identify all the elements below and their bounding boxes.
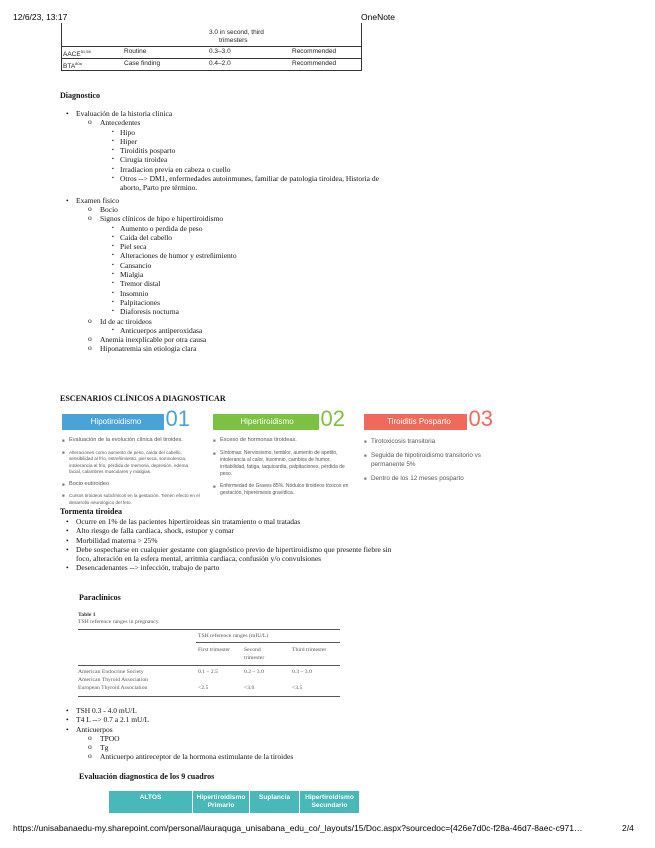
table-group-header: TSH reference ranges (mIU/L): [198, 633, 269, 639]
column-header: Second trimester: [244, 647, 265, 661]
scenario-card-hipotiroidismo: Hipotiroidismo 01: [62, 414, 196, 430]
list-item: ■ Evaluación de la evolución clínica del tiroides.: [62, 437, 200, 445]
list-item: ■ Seguida de hipotiroidismo transitorio vs permanente 5%: [364, 451, 500, 469]
list-item: o Anticuerpo antireceptor de la hormona estimulante de la tiroides: [60, 752, 400, 761]
list-item: • Debe sospecharse en cualquier gestante con giagnóstico previo de hipertiroidismo que presente fiebre sin foco, alteración en la esfera mental, arritmia cardiaca, confusión y/o convulsiones: [60, 545, 395, 564]
header-cell: ALTOS: [109, 791, 192, 813]
section-title-tormenta: Tormenta tiroidea: [60, 507, 122, 516]
table-right-border: [361, 23, 362, 71]
list-item: ■ Exceso de hormonas tiroideas.: [213, 437, 353, 445]
header-cell: Hipertiroidismo Secundario: [300, 791, 359, 813]
section-title-evaluacion: Evaluación diagnostica de los 9 cuadros: [79, 772, 215, 781]
list-item: ▪ Aumento o perdida de peso: [60, 224, 400, 233]
list-item: ▪ Anticuerpos antiperoxidasa: [60, 326, 400, 335]
diagnostico-outline: [60, 109, 400, 354]
table-caption: Table 1: [78, 612, 96, 618]
list-item: o Anemia inexplicable por otra causa: [60, 335, 400, 344]
list-item: ▪ Cirugia tiroidea: [60, 155, 400, 164]
section-title-diagnostico: Diagnostico: [60, 91, 100, 100]
table-left-border: [61, 23, 62, 71]
list-item: • Anticuerpos o TPOO o Tg o Anticuerpo antireceptor de la hormona estimulante de la tiroides: [60, 725, 400, 762]
table-cell: American Endocrine Society: [78, 669, 144, 675]
table-cell: European Thyroid Association: [78, 685, 148, 691]
scenario-number: 03: [468, 406, 493, 431]
scenario-card-hipertiroidismo: Hipertiroidismo 02: [213, 414, 351, 430]
list-item: • T4 L --> 0.7 a 2.1 mU/L: [60, 715, 400, 724]
list-item: • Evaluación de la historia clinica o Antecedentes ▪ Hipo ▪ Hiper ▪ Tiroiditis posparto ▪ Cirugia tiroidea ▪ Irradiacion previa en cabeza o cuello ▪ Otros --> DM1, enfermedades autoinmunes, familiar de patologia tiroidea, Historia de aborto, Parto pre término.: [60, 109, 400, 193]
scenario-list-hipotiroidismo: [62, 437, 200, 511]
list-item: o Tg: [60, 743, 400, 752]
table-row: AACE$^{51,58}$ Routine 0.3–3.0 Recommended: [63, 48, 337, 59]
list-item: • Ocurre en 1% de las pacientes hipertiroideas sin tratamiento o mal tratadas: [60, 517, 395, 526]
table-cell: <2.5: [198, 685, 209, 691]
list-item: ▪ Alteraciones de humor y estreñimiento: [60, 251, 400, 260]
list-item: o Signos clínicos de hipo e hipertiroidismo ▪ Aumento o perdida de peso ▪ Caida del cabello ▪ Piel seca ▪ Alteraciones de humor y estreñimiento ▪ Cansancio ▪ Mialgia ▪ Tremor distal ▪ Insomnio ▪ Palpitaciones ▪ Diaforesis nocturna: [60, 214, 400, 316]
list-item: • Morbilidad materna > 25%: [60, 536, 395, 545]
list-item: ▪ Tremor distal: [60, 279, 400, 288]
list-item: • Desencadenantes --> infección, trabajo de parto: [60, 563, 395, 572]
table-subcaption: TSH reference ranges in pregnancy.: [78, 619, 160, 625]
list-item: ▪ Irradiacion previa en cabeza o cuello: [60, 165, 400, 174]
header-cell: Hipertiroidismo Primario: [193, 791, 249, 813]
list-item: ■ Enfermedad de Graves 85%. Nódulos tiroideos tóxicos en gestación, hiperémesis gravídica.: [213, 483, 353, 497]
list-item: ▪ Insomnio: [60, 289, 400, 298]
column-header: Third trimester: [292, 647, 327, 653]
page-url: https://unisabanaedu-my.sharepoint.com/personal/lauraquga_unisabana_edu_co/_layouts/15/Doc.aspx?sourcedoc={426e7d0c-f28a-46d7-8aec-c971…: [13, 823, 583, 833]
list-item: ■ Tirotoxicosis transitoria: [364, 437, 500, 446]
list-item: ▪ Tiroiditis posparto: [60, 146, 400, 155]
list-item: o Hiponatremia sin etiologia clara: [60, 344, 400, 353]
list-item: o Bocio: [60, 205, 400, 214]
table-cell: 0.1 – 2.5: [198, 669, 218, 675]
tormenta-list: [60, 517, 395, 573]
list-item: ■ Síntomas: Nerviosismo, temblor, aumento de apetito, intolerancia al calor, insomnio, cambios de humor, irritabilidad, fatiga, taquicardia, palpitaciones, pérdida de peso.: [213, 450, 353, 478]
list-item: ▪ Piel seca: [60, 242, 400, 251]
list-item: o Id de ac tiroideos ▪ Anticuerpos antiperoxidasa: [60, 317, 400, 336]
continued-cell: 3.0 in second, third trimesters: [209, 29, 264, 44]
table-cell: 0.3 – 3.0: [292, 669, 312, 675]
app-name: OneNote: [361, 12, 396, 22]
scenario-number: 02: [320, 406, 345, 431]
list-item: o Antecedentes ▪ Hipo ▪ Hiper ▪ Tiroiditis posparto ▪ Cirugia tiroidea ▪ Irradiacion previa en cabeza o cuello ▪ Otros --> DM1, enfermedades autoinmunes, familiar de patologia tiroidea, Historia de aborto, Parto pre término.: [60, 118, 400, 192]
table-rule: [196, 642, 340, 643]
table-cell: American Thyroid Association: [78, 677, 149, 683]
list-item: ▪ Hiper: [60, 137, 400, 146]
table-cell: <3.0: [244, 685, 255, 691]
table-cell: 0.2 – 3.0: [244, 669, 264, 675]
print-datetime: 12/6/23, 13:17: [13, 12, 68, 22]
list-item: ■ Cursos tiroideos subclínicos en la gestación. Tienen efecto en el desarrollo neurológico del feto.: [62, 493, 200, 506]
table-rule: [78, 696, 340, 697]
table-rule: [78, 665, 340, 666]
list-item: ▪ Cansancio: [60, 261, 400, 270]
list-item: • Examen fisico o Bocio o Signos clínicos de hipo e hipertiroidismo ▪ Aumento o perdida de peso ▪ Caida del cabello ▪ Piel seca ▪ Alteraciones de humor y estreñimiento ▪ Cansancio ▪ Mialgia ▪ Tremor distal ▪ Insomnio ▪ Palpitaciones ▪ Diaforesis nocturna o Id de ac tiroideos ▪ Anticuerpos antiperoxidasa o Anemia inexplicable por otra causa o Hiponatremia sin etiologia clara: [60, 196, 400, 354]
list-item: ▪ Caida del cabello: [60, 233, 400, 242]
scenario-card-tiroiditis-posparto: Tiroiditis Posparto 03: [364, 414, 499, 430]
section-title-paraclinicos: Paraclínicos: [79, 593, 121, 602]
scenario-number: 01: [165, 406, 190, 431]
list-item: ▪ Palpitaciones: [60, 298, 400, 307]
list-item: ■ Alteraciones como aumento de peso, caída del cabello, sensibilidad al frío, estreñimiento, piel seca, somnolencia, intolerancia al frío, pérdida de memoria, depresión, edema facial, calambres musculares y mialgias.: [62, 450, 200, 476]
column-header: First trimester: [198, 647, 231, 653]
page-number: 2/4: [622, 823, 634, 833]
list-item: ■ Bocio eutiroideo: [62, 481, 200, 489]
list-item: • Alto riesgo de falla cardiaca, shock, estupor y comar: [60, 526, 395, 535]
paraclinicos-list: [60, 706, 400, 762]
list-item: ▪ Hipo: [60, 128, 400, 137]
scenario-list-hipertiroidismo: [213, 437, 353, 502]
table-row: $BTA^{80a}$ Case finding 0.4–2.0 Recommended: [63, 60, 337, 71]
list-item: ▪ Mialgia: [60, 270, 400, 279]
list-item: ▪ Diaforesis nocturna: [60, 307, 400, 316]
section-title-escenarios: ESCENARIOS CLÍNICOS A DIAGNOSTICAR: [60, 394, 226, 403]
list-item: o TPOO: [60, 734, 400, 743]
list-item: ▪ Otros --> DM1, enfermedades autoinmunes, familiar de patologia tiroidea, Historia de aborto, Parto pre término.: [60, 174, 400, 193]
table-cell: <3.5: [292, 685, 303, 691]
list-item: • TSH 0.3 - 4.0 mU/L: [60, 706, 400, 715]
scenario-list-tiroiditis-posparto: [364, 437, 500, 488]
table-rule: [78, 629, 340, 630]
table-rule: [61, 70, 362, 71]
header-cell: Suplancia: [250, 791, 299, 813]
list-item: ■ Dentro de los 12 meses posparto: [364, 474, 500, 483]
